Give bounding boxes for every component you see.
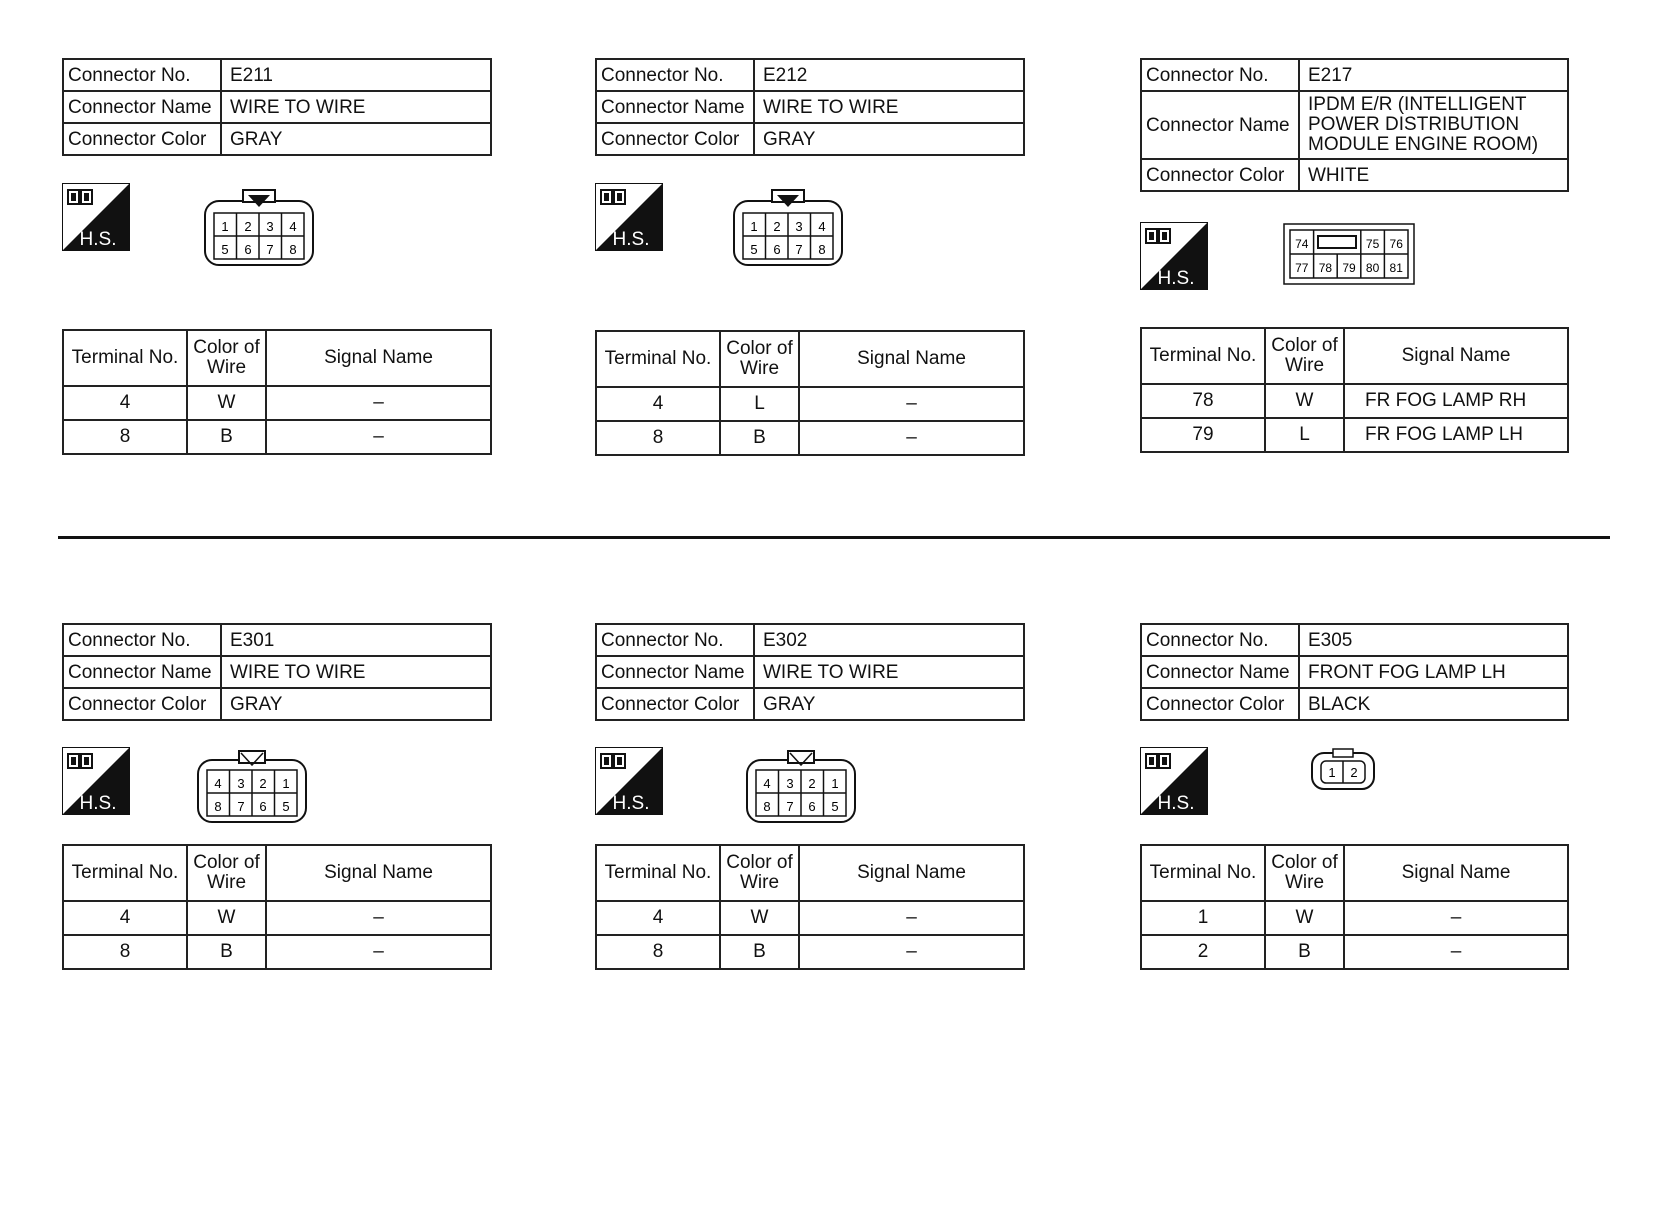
wire-color-header: Color of Wire [1265,328,1344,384]
connector-block-e305 [1140,623,1569,962]
wire-color: B [720,935,799,969]
harness-side-icon [595,183,663,251]
terminal-no-header: Terminal No. [596,331,720,387]
connector-block-e302 [595,623,1025,962]
wire-color: L [720,387,799,421]
pin-label: 8 [818,242,826,257]
connector-block-e301 [62,623,492,962]
signal-name: – [1344,935,1568,969]
signal-name: – [266,935,491,969]
connector-no-label: Connector No. [63,624,221,656]
connector-info-table [62,58,492,156]
signal-name-header: Signal Name [799,331,1024,387]
terminal-no-header: Terminal No. [596,845,720,901]
signal-name: – [266,420,491,454]
signal-name-header: Signal Name [799,845,1024,901]
connector-no-label: Connector No. [596,624,754,656]
connector-face-e212 [733,189,843,267]
pin-label: 4 [763,776,771,791]
connector-no-label: Connector No. [1141,624,1299,656]
signal-name-header: Signal Name [1344,845,1568,901]
connector-name-label: Connector Name [63,91,221,123]
pin-label: 75 [1365,237,1380,251]
section-divider [58,536,1610,539]
table-row [63,901,491,935]
pin-label: 7 [786,799,794,814]
terminal-no: 79 [1141,418,1265,452]
connector-color-label: Connector Color [596,688,754,720]
signal-name-header: Signal Name [266,845,491,901]
table-row [1141,384,1568,418]
hs-label: H.S. [612,793,650,814]
wire-color: L [1265,418,1344,452]
connector-block-e217 [1140,58,1569,445]
connector-info-table [595,58,1025,156]
connector-info-table [595,623,1025,721]
terminal-no-header: Terminal No. [63,330,187,386]
pin-label: 1 [831,776,839,791]
connector-name-label: Connector Name [1141,91,1299,159]
connector-face-e302 [746,750,856,824]
connector-color-label: Connector Color [63,123,221,155]
signal-name: – [266,901,491,935]
connector-name-label: Connector Name [1141,656,1299,688]
connector-color-value: GRAY [754,123,1024,155]
connector-no-label: Connector No. [63,59,221,91]
wire-color: B [1265,935,1344,969]
pin-label: 6 [244,242,252,257]
table-row [63,386,491,420]
terminal-no: 8 [63,420,187,454]
table-row [63,420,491,454]
pin-label: 8 [289,242,297,257]
signal-name: – [799,935,1024,969]
connector-name-value: WIRE TO WIRE [221,656,491,688]
pin-label: 3 [266,219,274,234]
pin-label: 7 [795,242,803,257]
pin-label: 5 [831,799,839,814]
connector-face-e211 [204,189,314,267]
pin-label: 5 [750,242,758,257]
signal-name-header: Signal Name [266,330,491,386]
pin-label: 1 [1328,765,1336,780]
connector-info-table [1140,58,1569,192]
connector-face-e305 [1311,748,1375,790]
harness-side-icon [62,183,130,251]
connector-block-e211 [62,58,492,447]
connector-color-value: GRAY [221,688,491,720]
terminal-table [595,330,1025,456]
connector-name-value: FRONT FOG LAMP LH [1299,656,1568,688]
signal-name: FR FOG LAMP LH [1344,418,1568,452]
harness-side-icon [1140,747,1208,815]
pin-label: 5 [282,799,290,814]
hs-label: H.S. [1157,268,1195,289]
pin-label: 3 [786,776,794,791]
wire-color: B [187,935,266,969]
harness-side-icon [595,747,663,815]
connector-info-table [62,623,492,721]
pin-label: 6 [259,799,267,814]
hs-label: H.S. [1157,793,1195,814]
pin-label: 1 [282,776,290,791]
table-row [1141,935,1568,969]
connector-color-value: GRAY [221,123,491,155]
table-row [596,901,1024,935]
pin-label: 6 [808,799,816,814]
connector-color-value: WHITE [1299,159,1568,191]
pin-label: 1 [750,219,758,234]
terminal-no-header: Terminal No. [1141,328,1265,384]
connector-block-e212 [595,58,1025,448]
pin-label: 4 [289,219,297,234]
connector-no-value: E302 [754,624,1024,656]
pin-label: 3 [795,219,803,234]
terminal-no-header: Terminal No. [1141,845,1265,901]
terminal-table [1140,844,1569,970]
terminal-table [62,844,492,970]
wire-color-header: Color of Wire [1265,845,1344,901]
connector-face-e217 [1283,223,1415,285]
wire-color-header: Color of Wire [187,845,266,901]
connector-name-value: WIRE TO WIRE [221,91,491,123]
signal-name-header: Signal Name [1344,328,1568,384]
connector-color-value: GRAY [754,688,1024,720]
wire-color: W [187,901,266,935]
connector-no-label: Connector No. [1141,59,1299,91]
pin-label: 8 [763,799,771,814]
connector-no-value: E305 [1299,624,1568,656]
terminal-no: 4 [63,901,187,935]
pin-label: 2 [244,219,252,234]
signal-name: FR FOG LAMP RH [1344,384,1568,418]
terminal-no: 78 [1141,384,1265,418]
pin-label: 2 [808,776,816,791]
pin-label: 3 [237,776,245,791]
connector-no-label: Connector No. [596,59,754,91]
table-row [1141,418,1568,452]
connector-name-label: Connector Name [596,91,754,123]
signal-name: – [799,901,1024,935]
terminal-no: 2 [1141,935,1265,969]
connector-no-value: E217 [1299,59,1568,91]
harness-side-icon [1140,222,1208,290]
pin-label: 4 [818,219,826,234]
terminal-no-header: Terminal No. [63,845,187,901]
terminal-no: 8 [596,421,720,455]
wire-color: W [1265,384,1344,418]
hs-label: H.S. [612,229,650,250]
pin-label: 4 [214,776,222,791]
connector-name-value: IPDM E/R (INTELLIGENT POWER DISTRIBUTION MODULE ENGINE ROOM) [1299,91,1568,159]
terminal-no: 4 [596,387,720,421]
wire-color: W [1265,901,1344,935]
connector-face-e301 [197,750,307,824]
wire-color-header: Color of Wire [187,330,266,386]
wire-color-header: Color of Wire [720,331,799,387]
terminal-table [62,329,492,455]
connector-name-label: Connector Name [596,656,754,688]
signal-name: – [1344,901,1568,935]
pin-label: 79 [1342,261,1356,275]
hs-label: H.S. [79,229,117,250]
terminal-no: 8 [63,935,187,969]
pin-label: 7 [237,799,245,814]
terminal-table [595,844,1025,970]
pin-label: 2 [1350,765,1358,780]
terminal-no: 4 [63,386,187,420]
signal-name: – [799,421,1024,455]
harness-side-icon [62,747,130,815]
pin-label: 2 [259,776,267,791]
connector-info-table [1140,623,1569,721]
hs-label: H.S. [79,793,117,814]
connector-color-label: Connector Color [1141,159,1299,191]
wire-color: B [187,420,266,454]
pin-label: 6 [773,242,781,257]
pin-label: 1 [221,219,229,234]
connector-no-value: E211 [221,59,491,91]
connector-color-value: BLACK [1299,688,1568,720]
terminal-no: 4 [596,901,720,935]
signal-name: – [799,387,1024,421]
connector-no-value: E212 [754,59,1024,91]
pin-label: 2 [773,219,781,234]
connector-color-label: Connector Color [63,688,221,720]
pin-label: 7 [266,242,274,257]
connector-color-label: Connector Color [596,123,754,155]
pin-label: 78 [1318,261,1333,275]
pin-label: 5 [221,242,229,257]
pin-label: 8 [214,799,222,814]
pin-label: 76 [1389,237,1403,251]
table-row [596,421,1024,455]
wire-color: W [720,901,799,935]
pin-label: 80 [1365,261,1380,275]
terminal-no: 1 [1141,901,1265,935]
wire-color-header: Color of Wire [720,845,799,901]
table-row [63,935,491,969]
connector-no-value: E301 [221,624,491,656]
table-row [596,935,1024,969]
table-row [596,387,1024,421]
terminal-table [1140,327,1569,453]
connector-color-label: Connector Color [1141,688,1299,720]
signal-name: – [266,386,491,420]
terminal-no: 8 [596,935,720,969]
table-row [1141,901,1568,935]
pin-label: 81 [1389,261,1403,275]
connector-name-value: WIRE TO WIRE [754,656,1024,688]
wire-color: W [187,386,266,420]
pin-label: 74 [1295,237,1309,251]
wire-color: B [720,421,799,455]
connector-name-label: Connector Name [63,656,221,688]
pin-label: 77 [1295,261,1309,275]
connector-name-value: WIRE TO WIRE [754,91,1024,123]
